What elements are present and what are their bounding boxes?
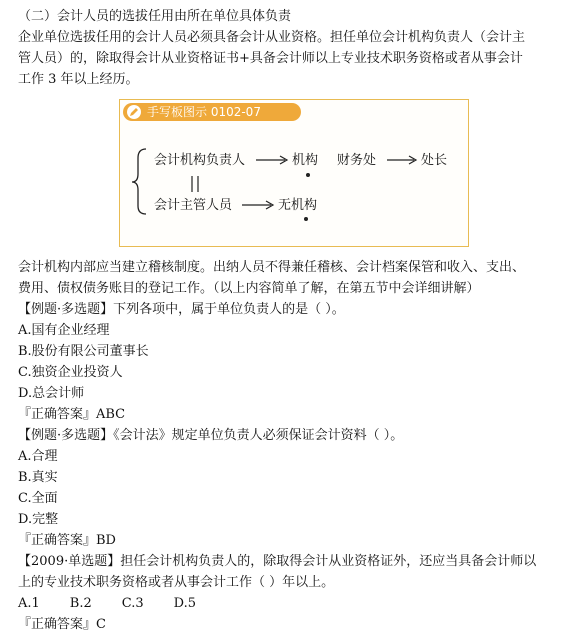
- node-finance-dept: 财务处: [337, 153, 377, 168]
- q2-stem: 【例题·多选题】《会计法》规定单位负责人必须保证会计资料（ ）。: [18, 428, 404, 443]
- node-no-org: 无机构: [278, 198, 318, 213]
- q2-option-c: C.全面: [18, 491, 58, 506]
- q3-option-a: A.1: [18, 596, 40, 611]
- q1-answer: 『正确答案』ABC: [18, 407, 126, 422]
- intro-line-1: 企业单位选拔任用的会计人员必须具备会计从业资格。担任单位会计机构负责人（会计主: [18, 30, 526, 45]
- document-page: [18, 6, 570, 635]
- dot-1: [306, 173, 310, 177]
- q3-stem-2: 上的专业技术职务资格或者从事会计工作（ ）年以上。: [18, 575, 335, 590]
- q1-option-d: D.总会计师: [18, 386, 85, 401]
- diagram-lines: [120, 100, 468, 246]
- node-dept-head: 处长: [421, 153, 448, 168]
- q3-option-b: B.2: [69, 596, 92, 611]
- board-title: 手写板图示 0102-07: [147, 105, 261, 119]
- q2-option-a: A.合理: [18, 449, 58, 464]
- q3-stem-1: 【2009·单选题】担任会计机构负责人的，除取得会计从业资格证外，还应当具备会计师以: [18, 554, 537, 569]
- q2-option-b: B.真实: [18, 470, 58, 485]
- body-line-2: 费用、债权债务账目的登记工作。（以上内容简单了解，在第五节中会详细讲解）: [18, 281, 480, 296]
- intro-line-3: 工作 3 年以上经历。: [18, 72, 139, 87]
- body-line-1: 会计机构内部应当建立稽核制度。出纳人员不得兼任稽核、会计档案保管和收入、支出、: [18, 260, 526, 275]
- intro-line-2: 管人员）的，除取得会计从业资格证书+具备会计师以上专业技术职务资格或者从事会计: [18, 51, 523, 66]
- q1-option-c: C.独资企业投资人: [18, 365, 123, 380]
- node-accounting-head: 会计机构负责人: [154, 153, 246, 168]
- node-accounting-supervisor: 会计主管人员: [154, 198, 233, 213]
- section-title: （二）会计人员的选拔任用由所在单位具体负责: [18, 9, 292, 24]
- dot-2: [304, 217, 308, 221]
- q3-answer: 『正确答案』C: [18, 617, 106, 632]
- q2-answer: 『正确答案』BD: [18, 533, 116, 548]
- q1-stem: 【例题·多选题】下列各项中，属于单位负责人的是（ ）。: [18, 302, 345, 317]
- handwriting-board: [119, 99, 469, 247]
- org-diagram: [120, 100, 468, 246]
- q2-option-d: D.完整: [18, 512, 59, 527]
- q1-option-b: B.股份有限公司董事长: [18, 344, 149, 359]
- q3-option-c: C.3: [121, 596, 144, 611]
- node-org: 机构: [292, 153, 319, 168]
- brace-shape: [132, 149, 146, 214]
- q3-options: [18, 593, 570, 614]
- q1-option-a: A.国有企业经理: [18, 323, 110, 338]
- q3-option-d: D.5: [173, 596, 197, 611]
